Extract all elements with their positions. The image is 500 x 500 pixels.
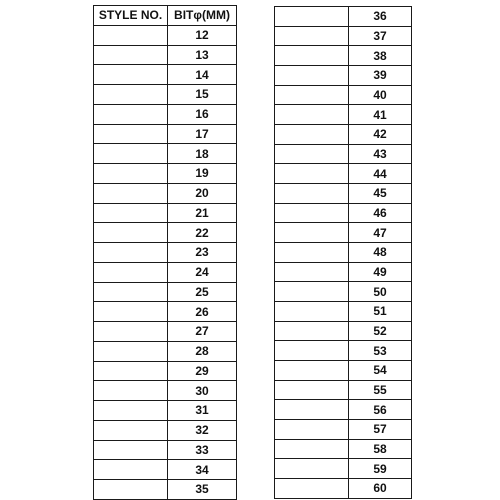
table-row <box>94 223 237 243</box>
style-no-cell <box>275 243 349 263</box>
table-row <box>275 184 412 204</box>
bit-diameter-cell: 47 <box>349 223 412 243</box>
table-row <box>94 282 237 302</box>
style-no-cell <box>94 420 168 440</box>
style-no-header: STYLE NO. <box>94 6 168 26</box>
table-row <box>94 420 237 440</box>
bit-diameter-cell: 49 <box>349 262 412 282</box>
style-no-cell <box>94 401 168 421</box>
style-no-cell <box>275 46 349 66</box>
bit-diameter-cell: 12 <box>168 25 237 45</box>
style-no-cell <box>275 361 349 381</box>
table-row <box>275 46 412 66</box>
bit-diameter-cell: 24 <box>168 262 237 282</box>
table-row <box>275 144 412 164</box>
table-row <box>94 104 237 124</box>
bit-diameter-cell: 31 <box>168 401 237 421</box>
table-row <box>275 125 412 145</box>
style-no-cell <box>275 66 349 86</box>
style-no-cell <box>275 262 349 282</box>
table-row <box>275 282 412 302</box>
bit-diameter-cell: 20 <box>168 183 237 203</box>
bit-diameter-cell: 50 <box>349 282 412 302</box>
style-no-cell <box>94 243 168 263</box>
bit-diameter-cell: 52 <box>349 321 412 341</box>
table-row <box>94 25 237 45</box>
table-row <box>275 164 412 184</box>
bit-diameter-cell: 28 <box>168 341 237 361</box>
bit-diameter-cell: 40 <box>349 85 412 105</box>
style-no-cell <box>94 85 168 105</box>
style-no-cell <box>275 7 349 27</box>
table-row <box>94 262 237 282</box>
table-row <box>275 262 412 282</box>
table-row <box>94 480 237 500</box>
table-row <box>275 85 412 105</box>
bit-diameter-cell: 26 <box>168 302 237 322</box>
style-no-cell <box>275 420 349 440</box>
bit-diameter-cell: 25 <box>168 282 237 302</box>
bit-diameter-cell: 43 <box>349 144 412 164</box>
bit-diameter-cell: 22 <box>168 223 237 243</box>
bit-diameter-cell: 46 <box>349 203 412 223</box>
table-row <box>275 341 412 361</box>
bit-diameter-cell: 35 <box>168 480 237 500</box>
style-no-cell <box>94 203 168 223</box>
table-row <box>94 440 237 460</box>
style-no-cell <box>275 302 349 322</box>
bit-diameter-cell: 34 <box>168 460 237 480</box>
table-row <box>275 223 412 243</box>
table-row <box>275 400 412 420</box>
style-no-cell <box>94 302 168 322</box>
bit-diameter-cell: 56 <box>349 400 412 420</box>
table-row <box>94 85 237 105</box>
table-row <box>275 361 412 381</box>
style-no-cell <box>94 45 168 65</box>
style-no-cell <box>94 183 168 203</box>
bit-diameter-cell: 33 <box>168 440 237 460</box>
table-header-row <box>94 6 237 26</box>
style-no-cell <box>275 479 349 499</box>
table-row <box>275 7 412 27</box>
table-row <box>275 321 412 341</box>
bit-diameter-header: BITφ(MM) <box>168 6 237 26</box>
style-no-cell <box>275 26 349 46</box>
table-row <box>94 144 237 164</box>
style-no-cell <box>94 361 168 381</box>
style-no-cell <box>275 203 349 223</box>
style-no-cell <box>94 25 168 45</box>
style-no-cell <box>275 85 349 105</box>
bit-diameter-cell: 13 <box>168 45 237 65</box>
table-row <box>94 401 237 421</box>
style-no-cell <box>275 459 349 479</box>
bit-diameter-cell: 59 <box>349 459 412 479</box>
bit-diameter-cell: 19 <box>168 164 237 184</box>
table-row <box>94 361 237 381</box>
style-no-cell <box>94 124 168 144</box>
table-row <box>94 460 237 480</box>
bit-diameter-cell: 18 <box>168 144 237 164</box>
table-row <box>275 420 412 440</box>
style-no-cell <box>94 223 168 243</box>
bit-diameter-cell: 53 <box>349 341 412 361</box>
table-row <box>94 322 237 342</box>
style-no-cell <box>275 400 349 420</box>
table-body-right <box>275 7 412 499</box>
bit-diameter-cell: 32 <box>168 420 237 440</box>
bit-diameter-cell: 39 <box>349 66 412 86</box>
style-no-cell <box>275 105 349 125</box>
table-row <box>275 243 412 263</box>
table-row <box>275 380 412 400</box>
table-row <box>94 164 237 184</box>
bit-diameter-cell: 30 <box>168 381 237 401</box>
style-no-cell <box>94 282 168 302</box>
table-row <box>275 439 412 459</box>
bit-diameter-cell: 29 <box>168 361 237 381</box>
style-no-cell <box>275 144 349 164</box>
style-no-cell <box>275 282 349 302</box>
bit-diameter-cell: 44 <box>349 164 412 184</box>
table-row <box>275 302 412 322</box>
table-body-left <box>94 25 237 499</box>
bit-diameter-cell: 58 <box>349 439 412 459</box>
style-no-cell <box>94 262 168 282</box>
bit-diameter-cell: 55 <box>349 380 412 400</box>
style-no-cell <box>275 341 349 361</box>
style-no-cell <box>275 439 349 459</box>
bit-diameter-cell: 14 <box>168 65 237 85</box>
table-row <box>94 65 237 85</box>
bit-diameter-cell: 36 <box>349 7 412 27</box>
bit-diameter-cell: 38 <box>349 46 412 66</box>
table-row <box>94 203 237 223</box>
table-row <box>94 302 237 322</box>
bit-diameter-cell: 42 <box>349 125 412 145</box>
style-no-cell <box>94 460 168 480</box>
style-no-cell <box>275 125 349 145</box>
bit-size-table-right <box>274 6 412 499</box>
bit-diameter-cell: 57 <box>349 420 412 440</box>
style-no-cell <box>94 440 168 460</box>
style-no-cell <box>275 164 349 184</box>
table-row <box>275 479 412 499</box>
style-no-cell <box>275 380 349 400</box>
style-no-cell <box>275 184 349 204</box>
table-row <box>275 459 412 479</box>
bit-diameter-cell: 45 <box>349 184 412 204</box>
table-row <box>94 45 237 65</box>
style-no-cell <box>275 223 349 243</box>
table-row <box>94 124 237 144</box>
bit-diameter-cell: 41 <box>349 105 412 125</box>
bit-diameter-cell: 51 <box>349 302 412 322</box>
style-no-cell <box>94 381 168 401</box>
style-no-cell <box>94 322 168 342</box>
bit-diameter-cell: 37 <box>349 26 412 46</box>
style-no-cell <box>275 321 349 341</box>
style-no-cell <box>94 341 168 361</box>
table-row <box>94 183 237 203</box>
style-no-cell <box>94 144 168 164</box>
style-no-cell <box>94 104 168 124</box>
bit-diameter-cell: 48 <box>349 243 412 263</box>
bit-diameter-cell: 21 <box>168 203 237 223</box>
bit-diameter-cell: 17 <box>168 124 237 144</box>
bit-diameter-cell: 23 <box>168 243 237 263</box>
style-no-cell <box>94 480 168 500</box>
table-row <box>275 66 412 86</box>
bit-diameter-cell: 54 <box>349 361 412 381</box>
table-row <box>275 203 412 223</box>
bit-diameter-cell: 27 <box>168 322 237 342</box>
bit-diameter-cell: 16 <box>168 104 237 124</box>
table-row <box>94 381 237 401</box>
table-row <box>275 26 412 46</box>
table-row <box>275 105 412 125</box>
style-no-cell <box>94 164 168 184</box>
table-row <box>94 243 237 263</box>
table-row <box>94 341 237 361</box>
bit-diameter-cell: 60 <box>349 479 412 499</box>
bit-diameter-cell: 15 <box>168 85 237 105</box>
bit-size-table-left <box>93 5 237 500</box>
style-no-cell <box>94 65 168 85</box>
